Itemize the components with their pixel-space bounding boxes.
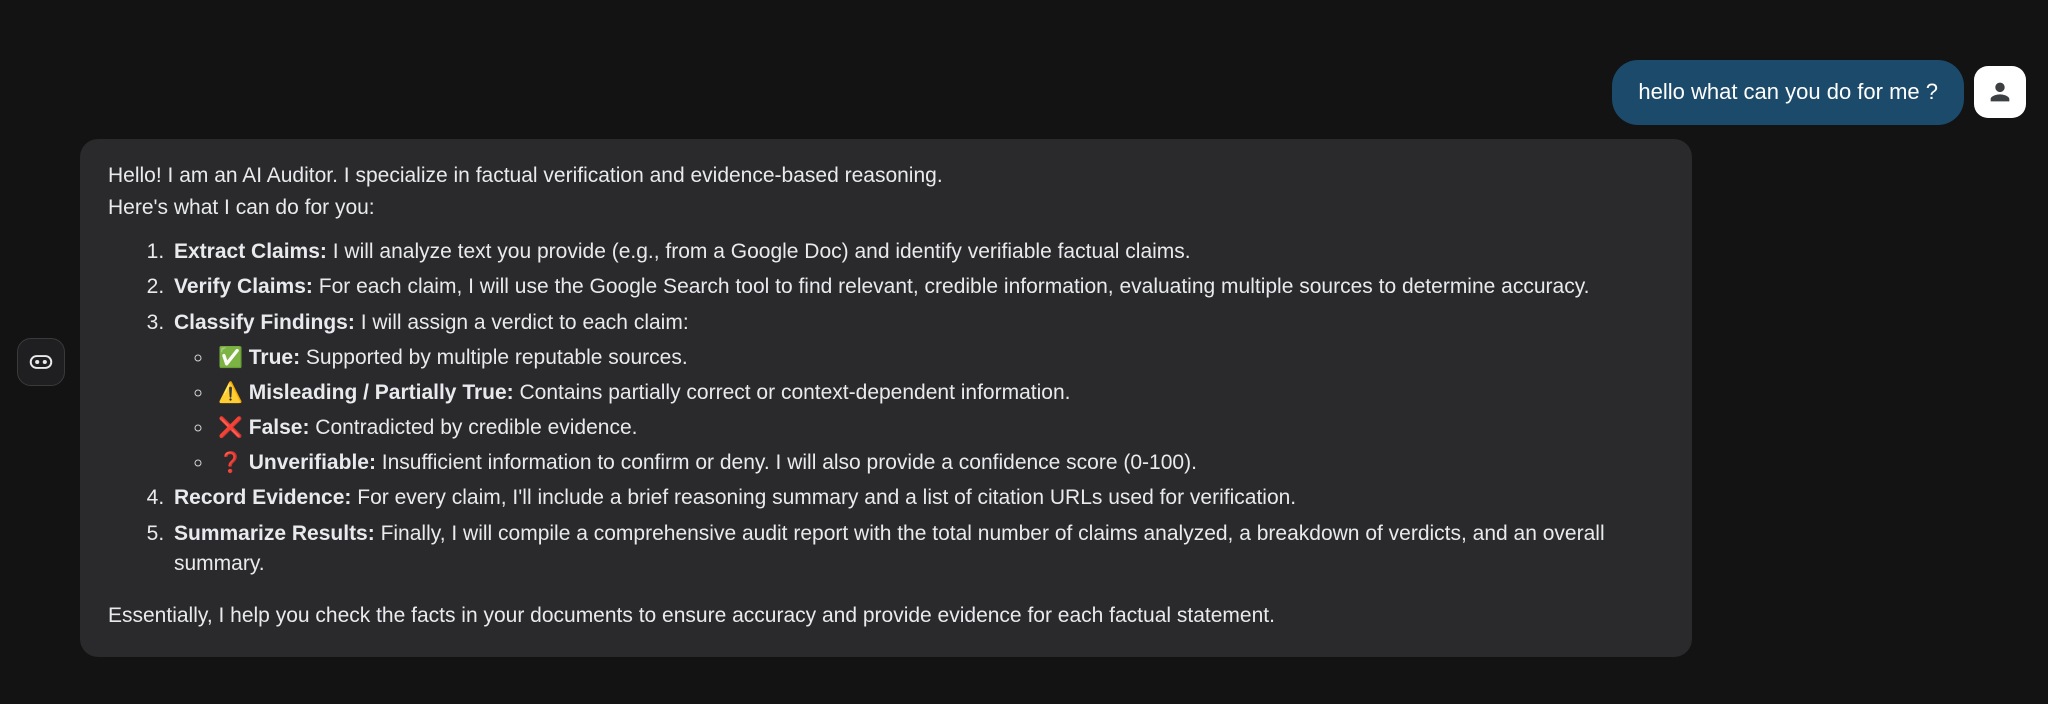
list-item xyxy=(214,343,1664,373)
assistant-message-bubble xyxy=(80,139,1692,657)
verdict-title: Misleading / Partially True: xyxy=(248,380,514,404)
step-text: Finally, I will compile a comprehensive audit report with the total number of claims analyzed, a breakdown of verdicts, and an overall summary. xyxy=(174,522,1605,575)
step-title: Verify Claims: xyxy=(174,275,313,299)
question-mark-red-icon: ❓ xyxy=(218,451,243,474)
step-text: For every claim, I'll include a brief reasoning summary and a list of citation URLs used for verification. xyxy=(351,486,1297,510)
step-title: Summarize Results: xyxy=(174,522,375,546)
list-item xyxy=(170,237,1664,267)
step-text: I will assign a verdict to each claim: xyxy=(354,311,689,335)
list-item xyxy=(214,378,1664,408)
cross-mark-red-icon: ❌ xyxy=(218,416,243,439)
verdict-title: Unverifiable: xyxy=(248,450,376,474)
warning-triangle-icon: ⚠️ xyxy=(218,381,243,404)
chat-assistant-icon xyxy=(28,349,54,375)
list-item xyxy=(170,272,1664,302)
step-title: Record Evidence: xyxy=(174,486,352,510)
step-title: Classify Findings: xyxy=(174,311,355,335)
verdict-text: Contains partially correct or context-dependent information. xyxy=(513,380,1071,404)
step-text: I will analyze text you provide (e.g., from a Google Doc) and identify verifiable factual claims. xyxy=(326,239,1191,263)
check-mark-green-icon: ✅ xyxy=(218,347,243,370)
verdict-text: Supported by multiple reputable sources. xyxy=(300,346,688,370)
person-icon xyxy=(1986,78,2014,106)
assistant-intro-line-1: Hello! I am an AI Auditor. I specialize in factual verification and evidence-based reasoning. xyxy=(108,164,943,187)
list-item xyxy=(214,448,1664,478)
step-title: Extract Claims: xyxy=(174,239,327,263)
assistant-outro: Essentially, I help you check the facts in your documents to ensure accuracy and provide evidence for each factual statement. xyxy=(108,603,1275,627)
list-item xyxy=(214,413,1664,443)
user-message-row xyxy=(1612,60,2026,125)
verdict-list xyxy=(174,343,1664,477)
verdict-title: False: xyxy=(248,415,310,439)
verdict-text: Contradicted by credible evidence. xyxy=(309,415,638,439)
chat-assistant-button[interactable] xyxy=(17,338,65,386)
avatar[interactable] xyxy=(1974,66,2026,118)
verdict-text: Insufficient information to confirm or deny. I will also provide a confidence score (0-100). xyxy=(375,450,1197,474)
user-message-bubble: hello what can you do for me ? xyxy=(1612,60,1964,125)
capabilities-list xyxy=(108,237,1664,579)
list-item xyxy=(170,483,1664,513)
step-text: For each claim, I will use the Google Search tool to find relevant, credible information, evaluating multiple sources to determine accuracy. xyxy=(312,275,1590,299)
list-item xyxy=(170,519,1664,579)
assistant-intro-line-2: Here's what I can do for you: xyxy=(108,195,375,219)
verdict-title: True: xyxy=(248,346,301,370)
list-item xyxy=(170,308,1664,477)
